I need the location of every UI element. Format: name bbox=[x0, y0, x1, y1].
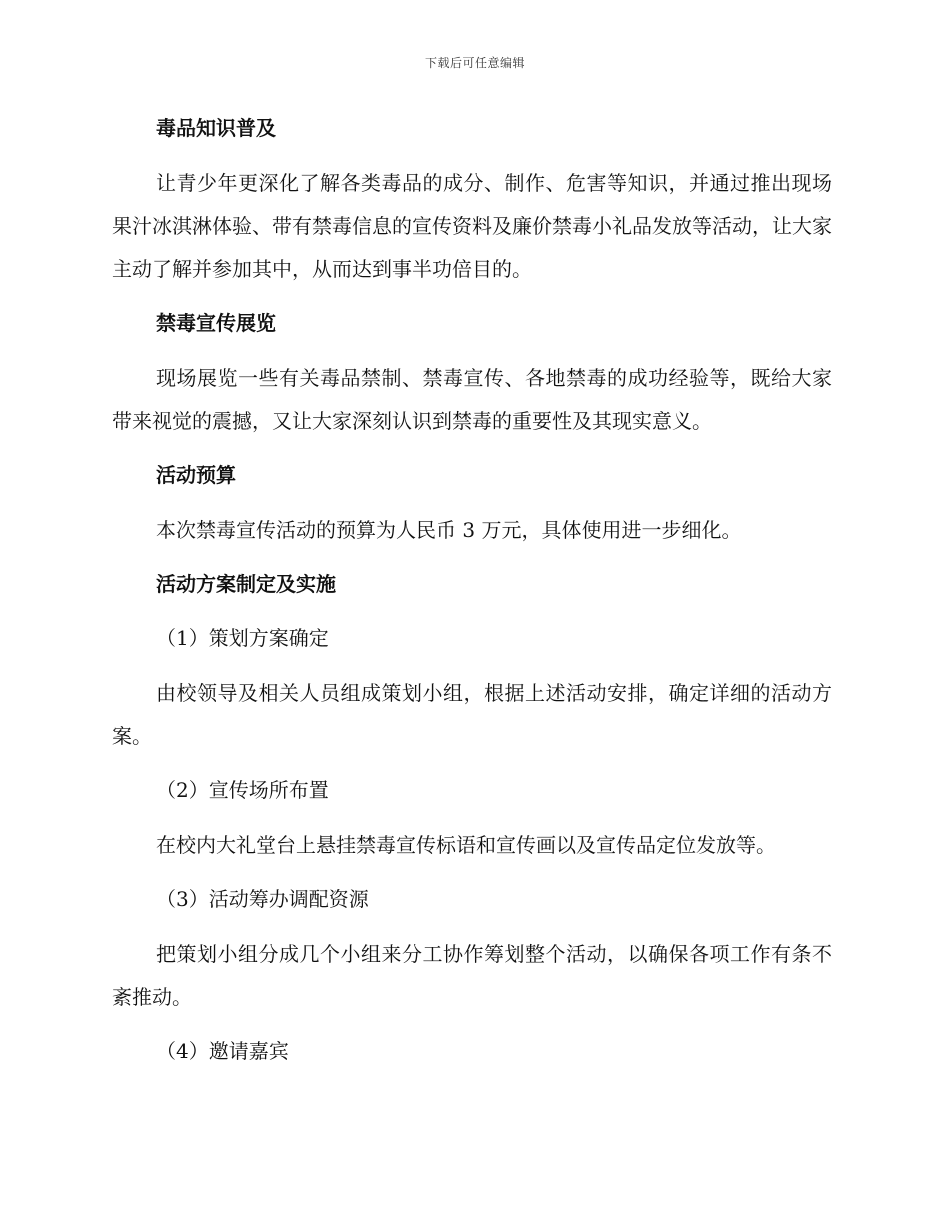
list-item-title-2: （2）宣传场所布置 bbox=[156, 778, 329, 802]
section-heading-drug-knowledge: 毒品知识普及 bbox=[156, 116, 276, 140]
list-item-body-1: 由校领导及相关人员组成策划小组，根据上述活动安排，确定详细的活动方案。 bbox=[112, 681, 832, 748]
list-item-body-2: 在校内大礼堂台上悬挂禁毒宣传标语和宣传画以及宣传品定位发放等。 bbox=[156, 833, 776, 857]
document-body bbox=[112, 108, 832, 1085]
list-item-title-1: （1）策划方案确定 bbox=[156, 626, 329, 650]
section-paragraph-exhibition: 现场展览一些有关毒品禁制、禁毒宣传、各地禁毒的成功经验等，既给大家带来视觉的震撼，又让大家深刻认识到禁毒的重要性及其现实意义。 bbox=[112, 366, 832, 433]
page-header: 下载后可任意编辑 bbox=[424, 56, 525, 70]
list-item-body-3: 把策划小组分成几个小组来分工协作筹划整个活动，以确保各项工作有条不紊推动。 bbox=[112, 942, 832, 1009]
section-heading-plan: 活动方案制定及实施 bbox=[156, 572, 336, 596]
section-paragraph-drug-knowledge: 让青少年更深化了解各类毒品的成分、制作、危害等知识，并通过推出现场果汁冰淇淋体验、带有禁毒信息的宣传资料及廉价禁毒小礼品发放等活动，让大家主动了解并参加其中，从而达到事半功倍目的。 bbox=[112, 171, 832, 281]
section-heading-exhibition: 禁毒宣传展览 bbox=[156, 311, 276, 335]
list-item-title-3: （3）活动筹办调配资源 bbox=[156, 887, 369, 911]
list-item-title-4: （4）邀请嘉宾 bbox=[156, 1039, 289, 1063]
section-heading-budget: 活动预算 bbox=[156, 463, 236, 487]
section-paragraph-budget: 本次禁毒宣传活动的预算为人民币 3 万元，具体使用进一步细化。 bbox=[156, 518, 742, 542]
